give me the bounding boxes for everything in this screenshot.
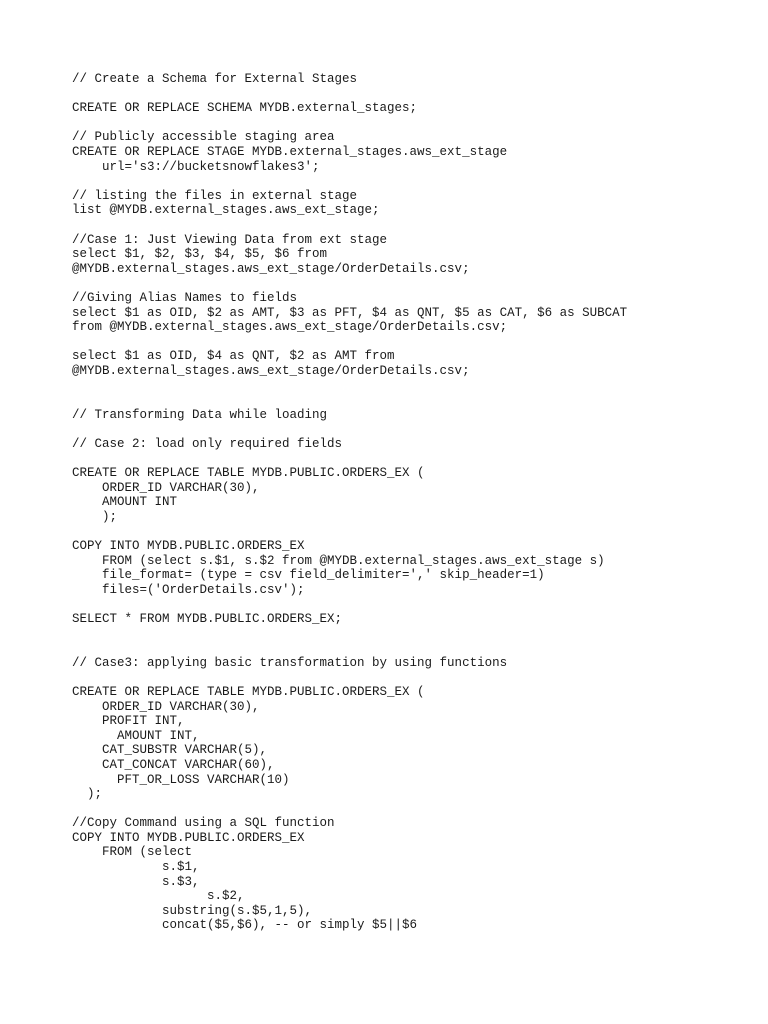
blank-line <box>72 802 627 817</box>
code-line: CREATE OR REPLACE TABLE MYDB.PUBLIC.ORDERS_EX ( <box>72 466 425 481</box>
code-line: PFT_OR_LOSS VARCHAR(10) <box>72 772 290 787</box>
code-line: SELECT * FROM MYDB.PUBLIC.ORDERS_EX; <box>72 611 343 626</box>
code-line: // Publicly accessible staging area <box>72 130 335 145</box>
code-line: select $1, $2, $3, $4, $5, $6 from <box>72 247 328 262</box>
blank-line <box>72 116 627 131</box>
code-line: AMOUNT INT, <box>72 728 200 743</box>
code-line: list @MYDB.external_stages.aws_ext_stage; <box>72 203 380 218</box>
blank-line <box>72 276 627 291</box>
code-line: s.$1, <box>72 860 200 875</box>
code-line: ORDER_ID VARCHAR(30), <box>72 699 260 714</box>
code-line: CREATE OR REPLACE SCHEMA MYDB.external_stages; <box>72 101 418 116</box>
code-line: AMOUNT INT <box>72 495 178 510</box>
code-line: substring(s.$5,1,5), <box>72 903 313 918</box>
code-line: // Create a Schema for External Stages <box>72 72 358 86</box>
code-line: select $1 as OID, $2 as AMT, $3 as PFT, $4 as QNT, $5 as CAT, $6 as SUBCAT <box>72 305 628 320</box>
code-line: COPY INTO MYDB.PUBLIC.ORDERS_EX <box>72 830 305 845</box>
code-line: CAT_SUBSTR VARCHAR(5), <box>72 743 268 758</box>
code-line: // Case3: applying basic transformation by using functions <box>72 655 508 670</box>
blank-line <box>72 335 627 350</box>
code-line: //Case 1: Just Viewing Data from ext stage <box>72 232 388 247</box>
blank-line <box>72 670 627 685</box>
code-line: // Case 2: load only required fields <box>72 436 343 451</box>
blank-line <box>72 174 627 189</box>
code-line: files=('OrderDetails.csv'); <box>72 582 305 597</box>
code-line: select $1 as OID, $4 as QNT, $2 as AMT from <box>72 349 395 364</box>
code-line: //Copy Command using a SQL function <box>72 816 335 831</box>
code-line: url='s3://bucketsnowflakes3'; <box>72 159 320 174</box>
code-line: @MYDB.external_stages.aws_ext_stage/OrderDetails.csv; <box>72 363 470 378</box>
blank-line <box>72 451 627 466</box>
code-line: // listing the files in external stage <box>72 188 358 203</box>
code-line: CREATE OR REPLACE STAGE MYDB.external_stages.aws_ext_stage <box>72 144 508 159</box>
code-line: FROM (select <box>72 845 193 860</box>
code-line: PROFIT INT, <box>72 714 185 729</box>
code-line: ORDER_ID VARCHAR(30), <box>72 480 260 495</box>
code-line: COPY INTO MYDB.PUBLIC.ORDERS_EX <box>72 539 305 553</box>
blank-line <box>72 422 627 437</box>
code-line: s.$3, <box>72 874 200 889</box>
blank-line <box>72 218 627 233</box>
blank-line <box>72 641 627 656</box>
sql-code-block <box>72 72 627 933</box>
blank-line <box>72 597 627 612</box>
code-line: from @MYDB.external_stages.aws_ext_stage/OrderDetails.csv; <box>72 320 508 335</box>
code-line: FROM (select s.$1, s.$2 from @MYDB.external_stages.aws_ext_stage s) <box>72 553 605 568</box>
code-line: CAT_CONCAT VARCHAR(60), <box>72 757 275 772</box>
blank-line <box>72 393 627 408</box>
code-line: CREATE OR REPLACE TABLE MYDB.PUBLIC.ORDERS_EX ( <box>72 684 425 699</box>
code-line: s.$2, <box>72 889 245 904</box>
code-line: @MYDB.external_stages.aws_ext_stage/OrderDetails.csv; <box>72 261 470 276</box>
code-line: concat($5,$6), -- or simply $5||$6 <box>72 918 418 933</box>
blank-line <box>72 524 627 539</box>
blank-line <box>72 87 627 102</box>
blank-line <box>72 627 627 642</box>
code-line: // Transforming Data while loading <box>72 407 328 422</box>
code-line: ); <box>72 509 118 524</box>
code-line: file_format= (type = csv field_delimiter=',' skip_header=1) <box>72 568 545 583</box>
code-line: //Giving Alias Names to fields <box>72 290 298 305</box>
blank-line <box>72 378 627 393</box>
code-line: ); <box>72 787 103 802</box>
